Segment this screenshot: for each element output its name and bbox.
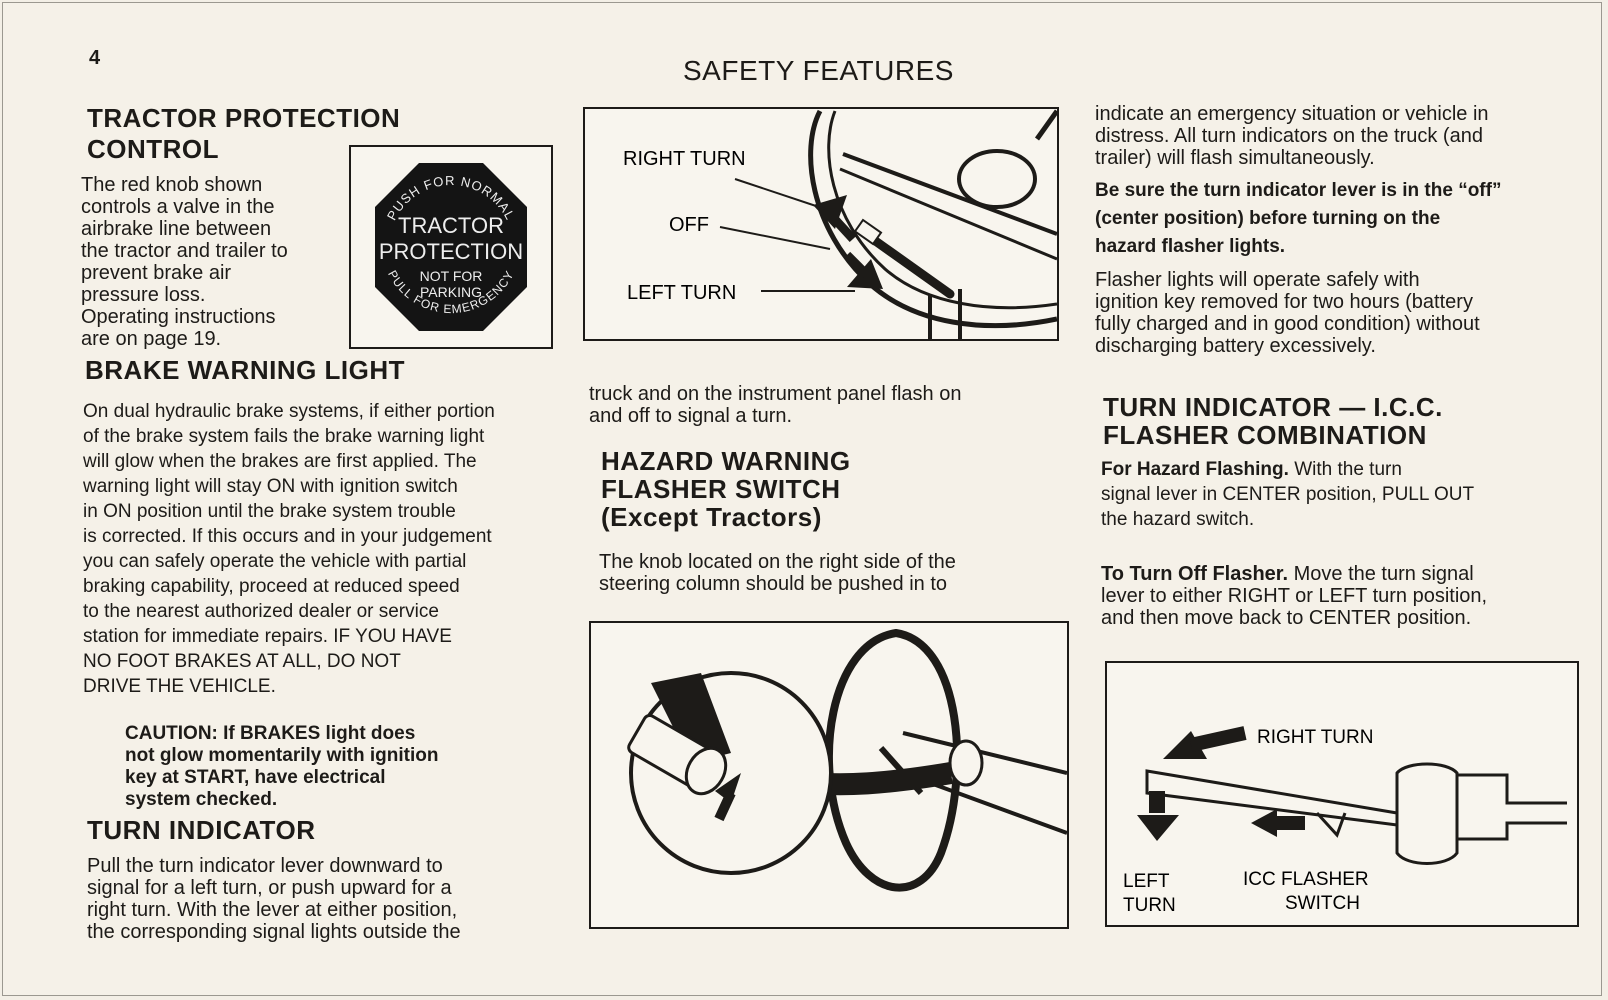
switch-housing xyxy=(1397,764,1457,864)
hazard-switch-diagram xyxy=(589,621,1069,929)
hazard-text: The knob located on the right side of the steering column should be pushed in to xyxy=(599,551,956,595)
left-turn-label: LEFT TURN xyxy=(627,282,737,304)
knob-label-3: NOT FOR xyxy=(419,268,483,284)
knob-illustration xyxy=(351,147,551,347)
tractor-protection-text: The red knob shown controls a valve in the airbrake line between the tractor and trailer to prevent brake air pressure loss. Operating instructions are on page 19. xyxy=(81,174,288,350)
brake-warning-text: On dual hydraulic brake systems, if either portion of the brake system fails the brake warning light will glow when the brakes are first applied. The warning light will stay ON with ignition switch in ON position until the brake system trouble is corrected. If this occurs and in your judgement you can safely operate the vehicle with partial braking capability, proceed at reduced speed to the nearest authorized dealer or service station for immediate repairs. IF YOU HAVE NO FOOT BRAKES AT ALL, DO NOT DRIVE THE VEHICLE. xyxy=(83,401,495,697)
turn-lever-diagram xyxy=(583,107,1059,341)
page-number: 4 xyxy=(89,47,101,69)
horn-button xyxy=(959,151,1035,207)
icc-turn-label: TURN xyxy=(1123,895,1176,916)
icc-flasher-label: ICC FLASHER xyxy=(1243,869,1369,890)
knob-label-4: PARKING xyxy=(420,284,482,300)
manual-page xyxy=(2,2,1602,996)
turn-indicator-text: Pull the turn indicator lever downward to signal for a left turn, or push upward for a right turn. With the lever at either position, the corresponding signal lights outside the xyxy=(87,855,461,943)
icc-turn-off-text: To Turn Off Flasher. Move the turn signal lever to either RIGHT or LEFT turn position, and then move back to CENTER position. xyxy=(1101,563,1488,629)
knob-label-1: TRACTOR xyxy=(398,213,504,238)
turn-lever-illustration xyxy=(585,109,1057,339)
wheel-spoke-top xyxy=(1037,111,1057,139)
brake-warning-heading: BRAKE WARNING LIGHT xyxy=(85,355,406,385)
page-title: SAFETY FEATURES xyxy=(683,55,954,86)
icc-right-turn-label: RIGHT TURN xyxy=(1257,727,1374,748)
hazard-switch-illustration xyxy=(591,623,1067,927)
flasher-arrow-icon xyxy=(1251,809,1277,837)
right-turn-arrow-shaft xyxy=(1191,733,1245,745)
brake-caution-note: CAUTION: If BRAKES light does not glow momentarily with ignition key at START, have electrical system checked. xyxy=(125,723,439,810)
tractor-protection-knob-figure xyxy=(349,145,553,349)
knob-bottom-arc: PULL FOR EMERGENCY xyxy=(385,267,517,317)
off-label: OFF xyxy=(669,214,709,236)
hazard-bold-note: Be sure the turn indicator lever is in the “off” (center position) before turning on the hazard flasher lights. xyxy=(1095,180,1502,257)
knob-top-arc: PUSH FOR NORMAL xyxy=(383,172,519,223)
off-leader xyxy=(720,227,830,249)
knob-label-2: PROTECTION xyxy=(378,239,524,264)
icc-left-label: LEFT xyxy=(1123,871,1170,892)
hazard-heading: HAZARD WARNING FLASHER SWITCH (Except Tractors) xyxy=(601,446,851,532)
column-mount xyxy=(1457,775,1567,839)
right-turn-label: RIGHT TURN xyxy=(623,148,746,170)
turn-indicator-continued: truck and on the instrument panel flash on and off to signal a turn. xyxy=(589,383,962,427)
tractor-protection-heading: TRACTOR PROTECTION CONTROL xyxy=(87,103,401,164)
icc-hazard-flashing-text: For Hazard Flashing. With the turn signal lever in CENTER position, PULL OUT the hazard switch. xyxy=(1101,459,1475,530)
icc-heading: TURN INDICATOR — I.C.C. FLASHER COMBINATION xyxy=(1103,392,1443,450)
icc-flasher-diagram xyxy=(1105,661,1579,927)
icc-switch-label: SWITCH xyxy=(1285,893,1360,914)
icc-flasher-illustration xyxy=(1107,663,1577,925)
left-turn-arrow-icon xyxy=(1137,815,1179,841)
hazard-text-continued: indicate an emergency situation or vehicle in distress. All turn indicators on the truck (and trailer) will flash simultaneously. xyxy=(1095,103,1489,169)
flasher-lights-note: Flasher lights will operate safely with ignition key removed for two hours (battery fully charged and in good condition) without discharging battery excessively. xyxy=(1095,269,1480,357)
hazard-knob-small xyxy=(950,741,982,785)
turn-indicator-heading: TURN INDICATOR xyxy=(87,815,316,845)
